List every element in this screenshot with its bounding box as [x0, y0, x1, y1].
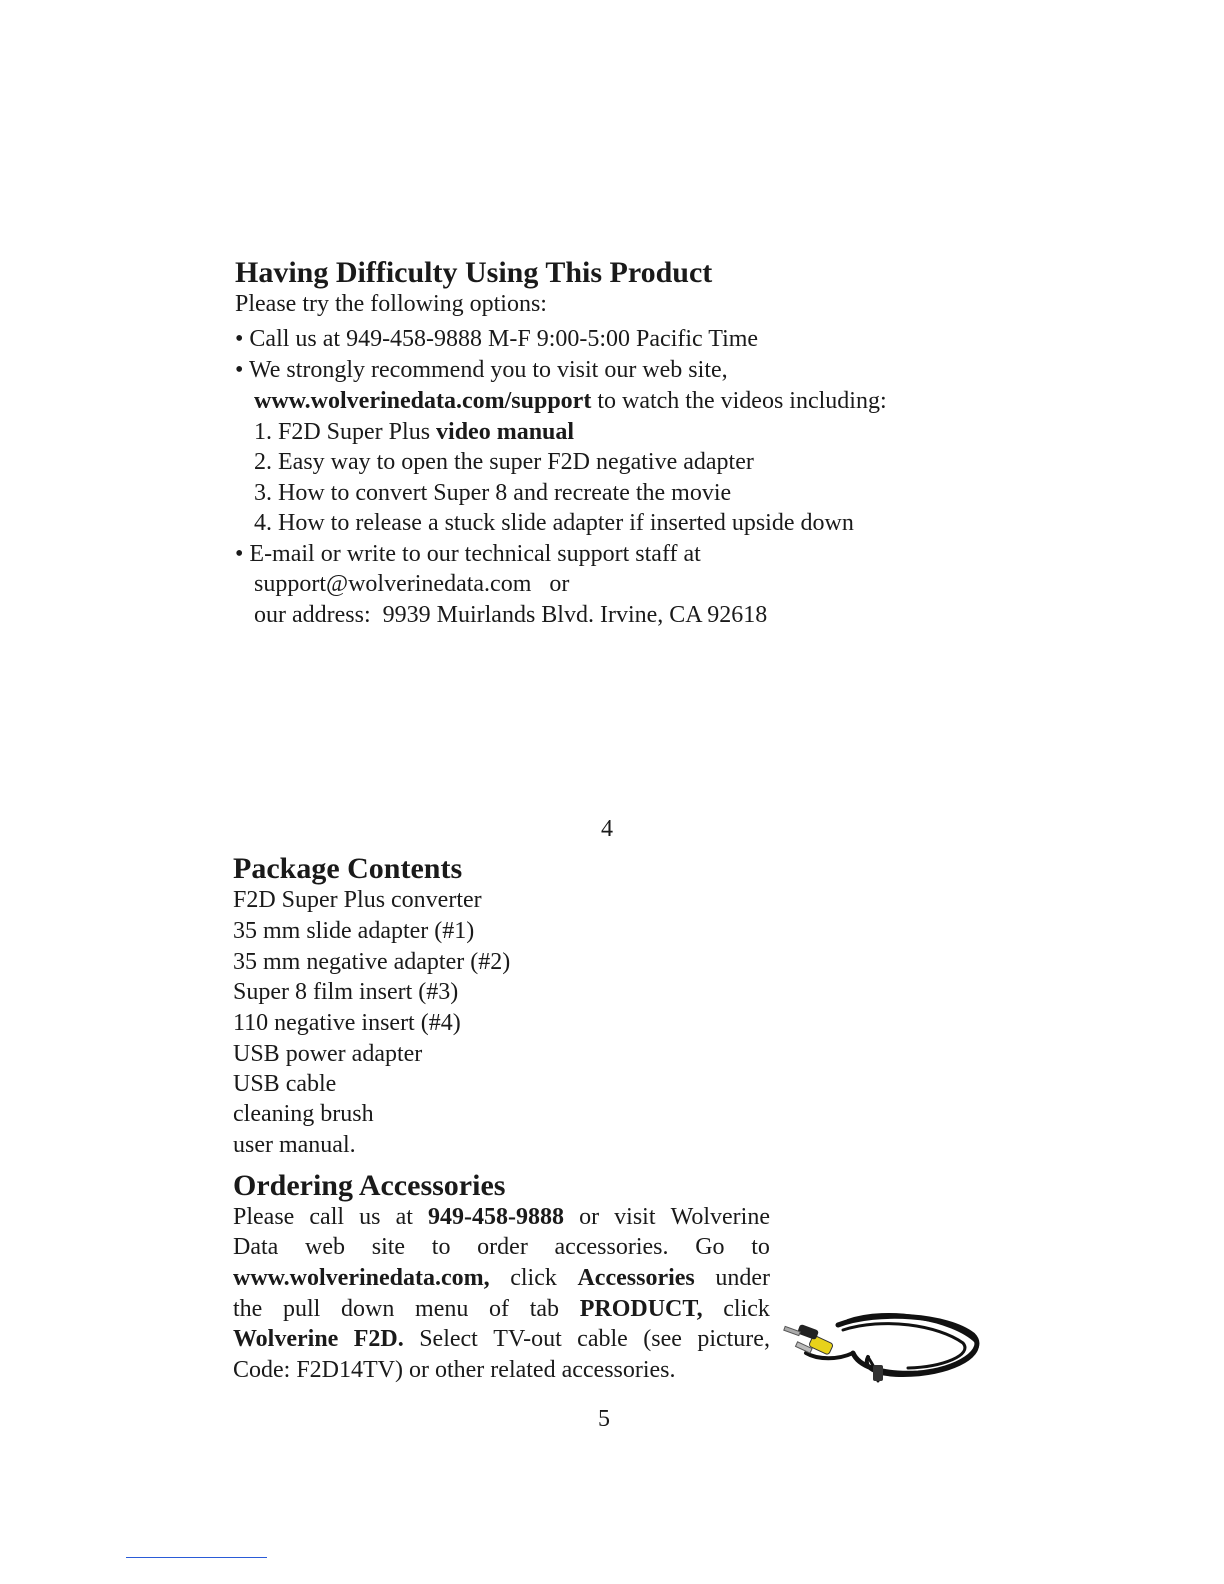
email-line-text: E-mail or write to our technical support staff at [249, 541, 701, 567]
f2d-term: F2D. [353, 1326, 404, 1352]
help-support-line [254, 387, 887, 415]
call-text: Call us at 949-458-9888 M-F 9:00-5:00 Pacific Time [249, 326, 759, 352]
list-item: USB cable [233, 1071, 337, 1097]
word: Wolverine [670, 1204, 770, 1230]
accessories-line-2 [233, 1233, 770, 1261]
word: tab [529, 1296, 560, 1322]
list-item: F2D Super Plus converter [233, 887, 482, 913]
help-visit-item [235, 356, 728, 384]
tv-out-cable-image [778, 1305, 988, 1390]
product-term: PRODUCT, [579, 1296, 703, 1322]
bullet: • [235, 357, 244, 383]
phone-number: 949-458-9888 [428, 1204, 564, 1230]
page-number-top: 4 [601, 816, 613, 842]
video-item-1-prefix: 1. F2D Super Plus [254, 419, 437, 445]
accessories-term: Accessories [577, 1265, 695, 1291]
accessories-line-1 [233, 1203, 770, 1231]
word: Go [695, 1234, 725, 1260]
word: site [371, 1234, 406, 1260]
video-item-4: 4. How to release a stuck slide adapter if inserted upside down [254, 510, 854, 536]
word: order [477, 1234, 528, 1260]
word: down [341, 1296, 395, 1322]
support-url-link[interactable]: www.wolverinedata.com/support [254, 388, 592, 414]
accessories-line-6: Code: F2D14TV) or other related accessories. [233, 1357, 676, 1383]
word: Please [233, 1204, 295, 1230]
word: click [510, 1265, 557, 1291]
wolverine-url[interactable] [233, 1264, 490, 1292]
word: picture, [697, 1326, 770, 1352]
video-item-1 [254, 418, 574, 446]
word: (see [643, 1326, 682, 1352]
accessories-line-3 [233, 1264, 770, 1292]
list-item: 35 mm slide adapter (#1) [233, 918, 475, 944]
accessories-line-4 [233, 1295, 770, 1323]
bullet: • [235, 541, 244, 567]
watch-text: to watch the videos including: [591, 388, 887, 414]
list-item: USB power adapter [233, 1041, 423, 1067]
word: click [723, 1296, 770, 1322]
word: the [233, 1296, 263, 1322]
word: or [579, 1204, 600, 1230]
word: TV-out [493, 1326, 562, 1352]
word: Select [419, 1326, 478, 1352]
word: pull [283, 1296, 321, 1322]
video-item-2: 2. Easy way to open the super F2D negative adapter [254, 449, 754, 475]
url-bold: www.wolverinedata.com, [233, 1265, 490, 1291]
support-email: support@wolverinedata.com or [254, 571, 570, 597]
help-call-item [235, 325, 758, 353]
accessories-heading: Ordering Accessories [233, 1169, 506, 1202]
video-item-1-bold: video manual [436, 419, 575, 445]
word: web [305, 1234, 346, 1260]
list-item: user manual. [233, 1132, 356, 1158]
support-address: our address: 9939 Muirlands Blvd. Irvine, CA 92618 [254, 602, 768, 628]
help-email-item [235, 540, 701, 568]
list-item: cleaning brush [233, 1101, 374, 1127]
list-item: 35 mm negative adapter (#2) [233, 949, 511, 975]
footer-rule [126, 1557, 267, 1558]
word: call [309, 1204, 345, 1230]
word: to [751, 1234, 770, 1260]
wolverine-term: Wolverine [233, 1326, 339, 1352]
word: Data [233, 1234, 279, 1260]
word: of [489, 1296, 510, 1322]
list-item: Super 8 film insert (#3) [233, 979, 459, 1005]
word: accessories. [554, 1234, 669, 1260]
package-heading: Package Contents [233, 852, 463, 885]
word: at [395, 1204, 413, 1230]
list-item: 110 negative insert (#4) [233, 1010, 461, 1036]
word: under [715, 1265, 770, 1291]
word: visit [614, 1204, 656, 1230]
help-heading: Having Difficulty Using This Product [235, 256, 713, 289]
word: us [359, 1204, 381, 1230]
word: cable [577, 1326, 628, 1352]
word: to [431, 1234, 451, 1260]
page-number-bottom: 5 [598, 1406, 610, 1432]
bullet: • [235, 326, 244, 352]
video-item-3: 3. How to convert Super 8 and recreate the movie [254, 480, 732, 506]
help-intro: Please try the following options: [235, 291, 547, 317]
word: menu [415, 1296, 469, 1322]
visit-text: We strongly recommend you to visit our web site, [248, 357, 728, 383]
accessories-line-5 [233, 1325, 770, 1353]
